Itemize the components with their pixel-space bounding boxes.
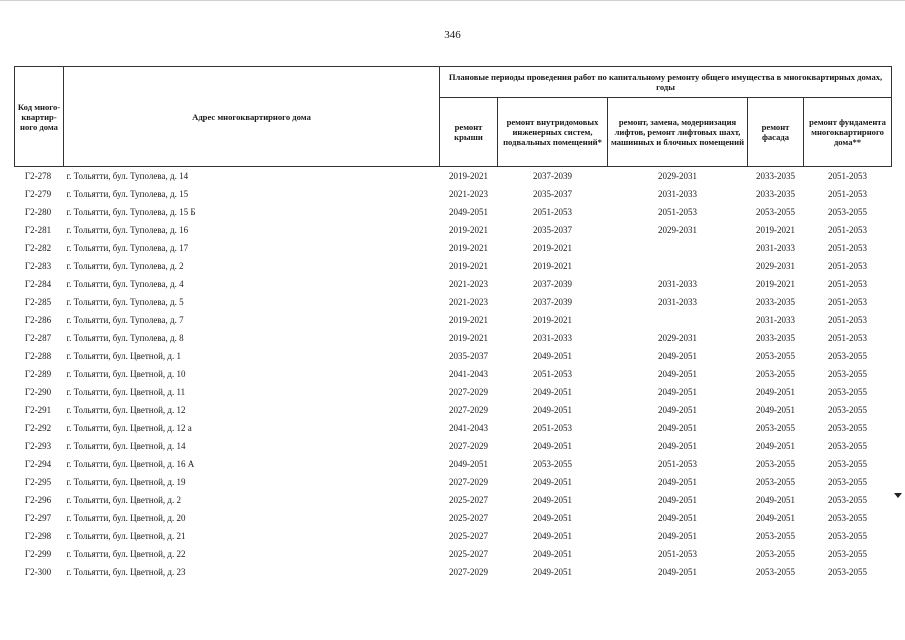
capital-repair-table [14, 66, 892, 581]
roof-period-cell: 2027-2029 [449, 567, 488, 577]
roof-period-cell: 2035-2037 [449, 351, 488, 361]
scan-artifact-triangle [894, 493, 902, 498]
elevators-period-cell: 2031-2033 [658, 297, 697, 307]
roof-period-cell: 2021-2023 [449, 297, 488, 307]
house-code-cell: Г2-280 [24, 207, 52, 217]
house-code-cell: Г2-296 [24, 495, 52, 505]
house-address-cell: г. Тольятти, бул. Цветной, д. 11 [66, 387, 186, 397]
systems-period-cell: 2049-2051 [533, 513, 572, 523]
systems-period-cell: 2049-2051 [533, 405, 572, 415]
header-roof: ремонт крыши [440, 98, 498, 167]
systems-period-cell: 2053-2055 [533, 459, 572, 469]
house-code-cell: Г2-281 [24, 225, 52, 235]
scan-top-edge [0, 0, 905, 1]
elevators-period-cell: 2029-2031 [658, 333, 697, 343]
systems-period-cell: 2051-2053 [533, 207, 572, 217]
house-code-cell: Г2-279 [24, 189, 52, 199]
systems-period-cell: 2035-2037 [533, 225, 572, 235]
foundation-period-cell: 2053-2055 [828, 567, 868, 577]
house-code-cell: Г2-282 [24, 243, 52, 253]
elevators-period-cell: 2049-2051 [658, 495, 697, 505]
facade-period-cell: 2029-2031 [756, 261, 795, 271]
table-row [15, 563, 892, 581]
foundation-period-cell: 2053-2055 [828, 495, 868, 505]
house-address-cell: г. Тольятти, бул. Цветной, д. 19 [66, 477, 186, 487]
foundation-period-cell: 2051-2053 [828, 243, 868, 253]
house-address-cell: г. Тольятти, бул. Туполева, д. 15 [66, 189, 189, 199]
house-code-cell: Г2-286 [24, 315, 52, 325]
systems-period-cell: 2049-2051 [533, 531, 572, 541]
foundation-period-cell: 2053-2055 [828, 531, 868, 541]
house-code-cell: Г2-278 [15, 167, 64, 186]
table-row [15, 527, 892, 545]
elevators-period-cell: 2031-2033 [658, 189, 697, 199]
foundation-period-cell: 2053-2055 [828, 441, 868, 451]
elevators-period-cell: 2049-2051 [658, 387, 697, 397]
table-row [15, 329, 892, 347]
house-code-cell: Г2-300 [24, 567, 52, 577]
foundation-period-cell: 2051-2053 [828, 279, 868, 289]
facade-period-cell: 2019-2021 [756, 225, 795, 235]
facade-period-cell: 2053-2055 [756, 369, 795, 379]
facade-period-cell: 2053-2055 [756, 459, 795, 469]
house-address-cell: г. Тольятти, бул. Цветной, д. 12 [66, 405, 186, 415]
roof-period-cell: 2025-2027 [449, 495, 488, 505]
table-row [15, 509, 892, 527]
elevators-period-cell: 2051-2053 [658, 207, 697, 217]
roof-period-cell: 2019-2021 [449, 315, 488, 325]
header-planned-periods: Плановые периоды проведения работ по капитальному ремонту общего имущества в многоквартирных домах, годы [440, 67, 892, 98]
foundation-period-cell: 2053-2055 [828, 387, 868, 397]
elevators-period-cell: 2051-2053 [658, 459, 697, 469]
roof-period-cell: 2019-2021 [449, 225, 488, 235]
roof-period-cell: 2027-2029 [449, 477, 488, 487]
table-row [15, 203, 892, 221]
foundation-period-cell: 2051-2053 [828, 261, 868, 271]
systems-period-cell: 2019-2021 [533, 243, 572, 253]
table-row [15, 365, 892, 383]
roof-period-cell: 2021-2023 [449, 279, 488, 289]
roof-period-cell: 2027-2029 [449, 387, 488, 397]
house-address-cell: г. Тольятти, бул. Цветной, д. 2 [66, 495, 181, 505]
facade-period-cell: 2033-2035 [756, 333, 795, 343]
facade-period-cell: 2049-2051 [756, 441, 795, 451]
table-row [15, 437, 892, 455]
elevators-period-cell: 2049-2051 [658, 477, 697, 487]
table-row [15, 167, 892, 186]
foundation-period-cell: 2051-2053 [828, 189, 868, 199]
roof-period-cell: 2027-2029 [449, 441, 488, 451]
elevators-period-cell: 2049-2051 [658, 423, 697, 433]
facade-period-cell: 2031-2033 [756, 315, 795, 325]
roof-period-cell: 2019-2021 [449, 333, 488, 343]
systems-period-cell: 2049-2051 [533, 567, 572, 577]
elevators-period-cell: 2051-2053 [658, 549, 697, 559]
table-row [15, 311, 892, 329]
house-address-cell: г. Тольятти, бул. Цветной, д. 10 [66, 369, 186, 379]
table-row [15, 383, 892, 401]
facade-period-cell: 2053-2055 [756, 549, 795, 559]
elevators-period-cell: 2029-2031 [608, 167, 748, 186]
roof-period-cell: 2019-2021 [440, 167, 498, 186]
house-code-cell: Г2-290 [24, 387, 52, 397]
facade-period-cell: 2053-2055 [756, 423, 795, 433]
house-address-cell: г. Тольятти, бул. Цветной, д. 21 [66, 531, 186, 541]
foundation-period-cell: 2053-2055 [828, 351, 868, 361]
header-engineering-systems: ремонт внутридомовых инженерных систем, подвальных помещений* [498, 98, 608, 167]
foundation-period-cell: 2053-2055 [828, 513, 868, 523]
roof-period-cell: 2019-2021 [449, 261, 488, 271]
systems-period-cell: 2035-2037 [533, 189, 572, 199]
house-code-cell: Г2-287 [24, 333, 52, 343]
facade-period-cell: 2033-2035 [748, 167, 804, 186]
house-address-cell: г. Тольятти, бул. Туполева, д. 4 [66, 279, 184, 289]
house-address-cell: г. Тольятти, бул. Туполева, д. 2 [66, 261, 184, 271]
facade-period-cell: 2053-2055 [756, 351, 795, 361]
roof-period-cell: 2025-2027 [449, 531, 488, 541]
house-address-cell: г. Тольятти, бул. Туполева, д. 16 [66, 225, 189, 235]
house-code-cell: Г2-297 [24, 513, 52, 523]
table-row [15, 185, 892, 203]
house-address-cell: г. Тольятти, бул. Цветной, д. 12 а [66, 423, 192, 433]
roof-period-cell: 2025-2027 [449, 549, 488, 559]
house-address-cell: г. Тольятти, бул. Туполева, д. 8 [66, 333, 184, 343]
facade-period-cell: 2033-2035 [756, 189, 795, 199]
systems-period-cell: 2037-2039 [533, 297, 572, 307]
header-elevators: ремонт, замена, модернизация лифтов, ремонт лифтовых шахт, машинных и блочных помещений [608, 98, 748, 167]
facade-period-cell: 2049-2051 [756, 495, 795, 505]
foundation-period-cell: 2053-2055 [828, 207, 868, 217]
house-code-cell: Г2-284 [24, 279, 52, 289]
house-address-cell: г. Тольятти, бул. Туполева, д. 5 [66, 297, 184, 307]
house-code-cell: Г2-285 [24, 297, 52, 307]
house-code-cell: Г2-295 [24, 477, 52, 487]
house-address-cell: г. Тольятти, бул. Цветной, д. 14 [66, 441, 186, 451]
house-code-cell: Г2-288 [24, 351, 52, 361]
table-row [15, 473, 892, 491]
elevators-period-cell: 2049-2051 [658, 441, 697, 451]
foundation-period-cell: 2051-2053 [804, 167, 892, 186]
roof-period-cell: 2041-2043 [449, 423, 488, 433]
roof-period-cell: 2025-2027 [449, 513, 488, 523]
elevators-period-cell [608, 239, 748, 257]
foundation-period-cell: 2051-2053 [828, 225, 868, 235]
facade-period-cell: 2053-2055 [756, 567, 795, 577]
systems-period-cell: 2019-2021 [533, 261, 572, 271]
house-address-cell: г. Тольятти, бул. Цветной, д. 22 [66, 549, 186, 559]
elevators-period-cell: 2029-2031 [658, 225, 697, 235]
roof-period-cell: 2041-2043 [449, 369, 488, 379]
systems-period-cell: 2049-2051 [533, 549, 572, 559]
table-row [15, 347, 892, 365]
facade-period-cell: 2053-2055 [756, 207, 795, 217]
foundation-period-cell: 2051-2053 [828, 297, 868, 307]
elevators-period-cell: 2049-2051 [658, 531, 697, 541]
facade-period-cell: 2053-2055 [756, 477, 795, 487]
roof-period-cell: 2019-2021 [449, 243, 488, 253]
elevators-period-cell [608, 257, 748, 275]
facade-period-cell: 2033-2035 [756, 297, 795, 307]
house-address-cell: г. Тольятти, бул. Цветной, д. 16 А [66, 459, 195, 469]
roof-period-cell: 2027-2029 [449, 405, 488, 415]
house-code-cell: Г2-298 [24, 531, 52, 541]
house-code-cell: Г2-299 [24, 549, 52, 559]
facade-period-cell: 2049-2051 [756, 513, 795, 523]
foundation-period-cell: 2051-2053 [828, 315, 868, 325]
foundation-period-cell: 2053-2055 [828, 477, 868, 487]
house-address-cell: г. Тольятти, бул. Цветной, д. 20 [66, 513, 186, 523]
facade-period-cell: 2031-2033 [756, 243, 795, 253]
facade-period-cell: 2019-2021 [756, 279, 795, 289]
house-code-cell: Г2-289 [24, 369, 52, 379]
roof-period-cell: 2049-2051 [449, 207, 488, 217]
house-code-cell: Г2-293 [24, 441, 52, 451]
foundation-period-cell: 2053-2055 [828, 459, 868, 469]
header-address: Адрес многоквартирного дома [64, 67, 440, 167]
header-foundation: ремонт фундамента многоквартирного дома** [804, 98, 892, 167]
elevators-period-cell: 2031-2033 [658, 279, 697, 289]
header-code: Код много-квартир-ного дома [15, 67, 64, 167]
table-row [15, 491, 892, 509]
facade-period-cell: 2049-2051 [756, 387, 795, 397]
house-code-cell: Г2-283 [24, 261, 52, 271]
systems-period-cell: 2051-2053 [533, 423, 572, 433]
house-address-cell: г. Тольятти, бул. Цветной, д. 1 [66, 351, 181, 361]
roof-period-cell: 2021-2023 [449, 189, 488, 199]
table-row [15, 545, 892, 563]
systems-period-cell: 2037-2039 [498, 167, 608, 186]
elevators-period-cell: 2049-2051 [658, 369, 697, 379]
systems-period-cell: 2049-2051 [533, 441, 572, 451]
table-row [15, 275, 892, 293]
systems-period-cell: 2051-2053 [533, 369, 572, 379]
elevators-period-cell: 2049-2051 [658, 567, 697, 577]
house-address-cell: г. Тольятти, бул. Туполева, д. 14 [64, 167, 440, 186]
facade-period-cell: 2053-2055 [756, 531, 795, 541]
house-code-cell: Г2-292 [24, 423, 52, 433]
foundation-period-cell: 2053-2055 [828, 369, 868, 379]
table-row [15, 401, 892, 419]
systems-period-cell: 2049-2051 [533, 495, 572, 505]
house-address-cell: г. Тольятти, бул. Туполева, д. 7 [66, 315, 184, 325]
elevators-period-cell [608, 311, 748, 329]
foundation-period-cell: 2053-2055 [828, 549, 868, 559]
systems-period-cell: 2019-2021 [533, 315, 572, 325]
systems-period-cell: 2049-2051 [533, 351, 572, 361]
table-body [15, 167, 892, 582]
table-row [15, 293, 892, 311]
foundation-period-cell: 2053-2055 [828, 405, 868, 415]
systems-period-cell: 2037-2039 [533, 279, 572, 289]
systems-period-cell: 2049-2051 [533, 387, 572, 397]
table-row [15, 239, 892, 257]
page-number: 346 [444, 29, 461, 41]
systems-period-cell: 2049-2051 [533, 477, 572, 487]
table-row [15, 455, 892, 473]
house-address-cell: г. Тольятти, бул. Туполева, д. 17 [66, 243, 189, 253]
table-row [15, 419, 892, 437]
elevators-period-cell: 2049-2051 [658, 351, 697, 361]
systems-period-cell: 2031-2033 [533, 333, 572, 343]
facade-period-cell: 2049-2051 [756, 405, 795, 415]
roof-period-cell: 2049-2051 [449, 459, 488, 469]
foundation-period-cell: 2051-2053 [828, 333, 868, 343]
house-address-cell: г. Тольятти, бул. Цветной, д. 23 [66, 567, 186, 577]
header-facade: ремонт фасада [748, 98, 804, 167]
table-row [15, 257, 892, 275]
house-code-cell: Г2-294 [24, 459, 52, 469]
elevators-period-cell: 2049-2051 [658, 405, 697, 415]
table-row [15, 221, 892, 239]
house-code-cell: Г2-291 [24, 405, 52, 415]
elevators-period-cell: 2049-2051 [658, 513, 697, 523]
foundation-period-cell: 2053-2055 [828, 423, 868, 433]
house-address-cell: г. Тольятти, бул. Туполева, д. 15 Б [66, 207, 196, 217]
